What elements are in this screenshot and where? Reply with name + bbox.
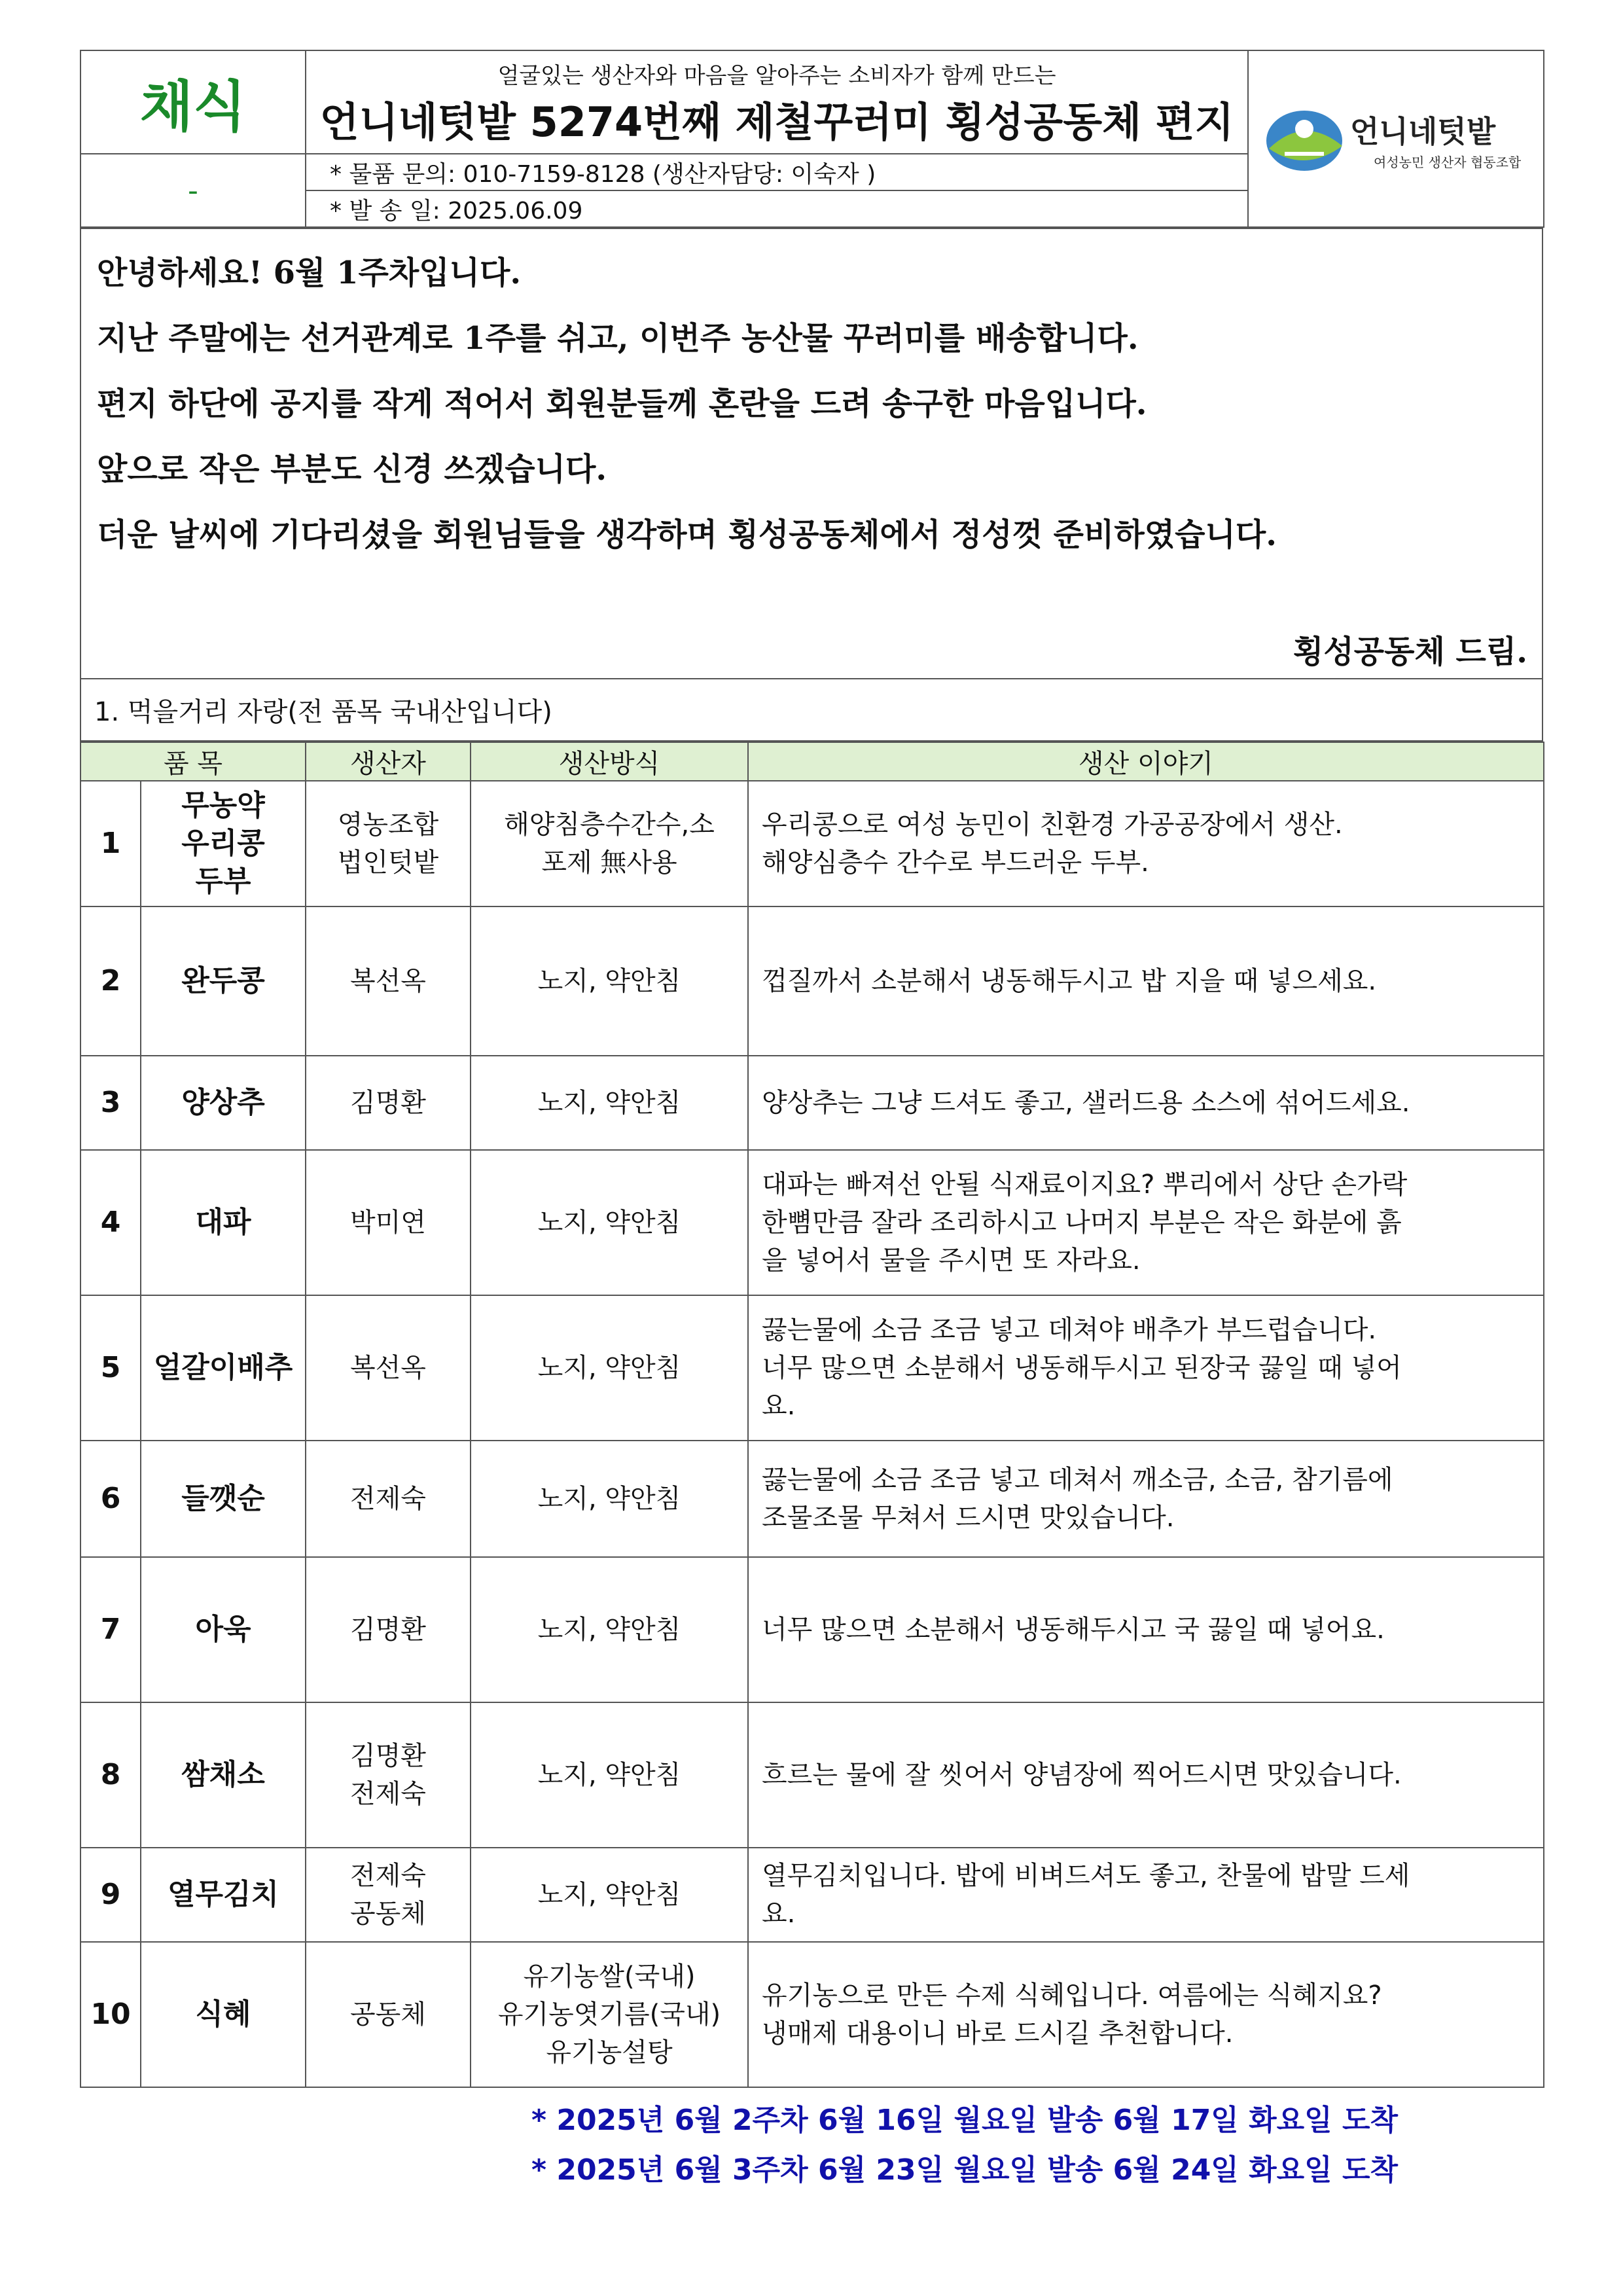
producer-line: 김명환 bbox=[350, 1741, 426, 1771]
producer bbox=[306, 1702, 471, 1848]
producer-line: 공동체 bbox=[350, 2000, 426, 2030]
story-line: 유기농으로 만든 수제 식혜입니다. 여름에는 식혜지요? bbox=[762, 1981, 1382, 2011]
item-name-line: 아욱 bbox=[195, 1613, 251, 1646]
producer-line: 김명환 bbox=[350, 1615, 426, 1645]
producer bbox=[306, 1848, 471, 1942]
table-row bbox=[80, 1848, 1544, 1942]
method bbox=[471, 1295, 748, 1441]
story-line: 껍질까서 소분해서 냉동해두시고 밥 지을 때 넣으세요. bbox=[762, 966, 1377, 996]
story-line: 요. bbox=[762, 1899, 796, 1929]
story-line: 너무 많으면 소분해서 냉동해두시고 국 끓일 때 넣어요. bbox=[762, 1615, 1385, 1645]
story-line: 냉매제 대용이니 바로 드시길 추천합니다. bbox=[762, 2018, 1234, 2049]
col-header-item: 품 목 bbox=[80, 742, 306, 781]
item-name-line: 양상추 bbox=[181, 1086, 265, 1119]
method bbox=[471, 906, 748, 1056]
story bbox=[748, 1848, 1544, 1942]
send-date: * 발 송 일: 2025.06.09 bbox=[306, 190, 1248, 227]
method bbox=[471, 1702, 748, 1848]
col-header-method: 생산방식 bbox=[471, 742, 748, 781]
item-name bbox=[141, 781, 306, 906]
greeting-line: 앞으로 작은 부분도 신경 쓰겠습니다. bbox=[97, 451, 607, 488]
letter-page bbox=[80, 50, 1543, 2195]
method bbox=[471, 1848, 748, 1942]
logo-text: 언니네텃밭 bbox=[1350, 114, 1496, 149]
story bbox=[748, 1150, 1544, 1295]
table-row bbox=[80, 781, 1544, 906]
method-line: 포제 無사용 bbox=[541, 848, 677, 878]
producer-line: 복선옥 bbox=[350, 966, 426, 996]
story bbox=[748, 1295, 1544, 1441]
producer-line: 전제숙 bbox=[350, 1861, 426, 1891]
item-name-line: 쌈채소 bbox=[181, 1758, 265, 1791]
story-line: 한뼘만큼 잘라 조리하시고 나머지 부분은 작은 화분에 흙 bbox=[762, 1208, 1402, 1238]
story-line: 너무 많으면 소분해서 냉동해두시고 된장국 끓일 때 넣어 bbox=[762, 1353, 1402, 1383]
row-number: 2 bbox=[80, 906, 141, 1056]
producer-line: 영농조합 bbox=[337, 810, 439, 840]
producer bbox=[306, 1150, 471, 1295]
method-line: 노지, 약안침 bbox=[537, 1880, 681, 1910]
producer-line: 김명환 bbox=[350, 1088, 426, 1118]
producer-line: 전제숙 bbox=[350, 1779, 426, 1809]
table-row bbox=[80, 906, 1544, 1056]
col-header-story: 생산 이야기 bbox=[748, 742, 1544, 781]
row-number: 10 bbox=[80, 1942, 141, 2087]
table-row bbox=[80, 1557, 1544, 1702]
item-name-line: 들깻순 bbox=[181, 1482, 265, 1515]
story-line: 양상추는 그냥 드셔도 좋고, 샐러드용 소스에 섞어드세요. bbox=[762, 1088, 1410, 1118]
story bbox=[748, 1942, 1544, 2087]
story bbox=[748, 1056, 1544, 1150]
section-title: 1. 먹을거리 자랑(전 품목 국내산입니다) bbox=[80, 679, 1543, 741]
item-name-line: 무농약 bbox=[181, 789, 265, 822]
table-row bbox=[80, 1441, 1544, 1557]
items-table bbox=[80, 742, 1544, 2088]
method-line: 노지, 약안침 bbox=[537, 1760, 681, 1790]
logo-mark-icon bbox=[1258, 88, 1533, 187]
greeting-box bbox=[80, 228, 1543, 742]
producer bbox=[306, 1557, 471, 1702]
category-label: 채식 bbox=[80, 50, 306, 154]
method-line: 노지, 약안침 bbox=[537, 1208, 681, 1238]
row-number: 3 bbox=[80, 1056, 141, 1150]
story bbox=[748, 1557, 1544, 1702]
item-name-line: 완두콩 bbox=[181, 964, 265, 997]
letter-header bbox=[80, 50, 1544, 228]
item-name bbox=[141, 906, 306, 1056]
story-line: 끓는물에 소금 조금 넣고 데쳐야 배추가 부드럽습니다. bbox=[762, 1315, 1377, 1345]
greeting-line: 더운 날씨에 기다리셨을 회원님들을 생각하며 횡성공동체에서 정성껏 준비하였습니다. bbox=[97, 516, 1277, 553]
story bbox=[748, 906, 1544, 1056]
items-header-row bbox=[80, 742, 1544, 781]
item-name-line: 두부 bbox=[195, 865, 251, 898]
table-row bbox=[80, 1702, 1544, 1848]
item-name bbox=[141, 1942, 306, 2087]
title-cell bbox=[306, 50, 1248, 154]
story-line: 조물조물 무쳐서 드시면 맛있습니다. bbox=[762, 1503, 1175, 1533]
method-line: 노지, 약안침 bbox=[537, 1615, 681, 1645]
producer bbox=[306, 781, 471, 906]
item-name bbox=[141, 1848, 306, 1942]
producer bbox=[306, 1295, 471, 1441]
story-line: 열무김치입니다. 밥에 비벼드셔도 좋고, 찬물에 밥말 드세 bbox=[762, 1861, 1410, 1891]
item-name-line: 대파 bbox=[195, 1206, 251, 1239]
story-line: 우리콩으로 여성 농민이 친환경 가공공장에서 생산. bbox=[762, 810, 1343, 840]
row-number: 7 bbox=[80, 1557, 141, 1702]
story-line: 해양심층수 간수로 부드러운 두부. bbox=[762, 848, 1149, 878]
method-line: 노지, 약안침 bbox=[537, 1484, 681, 1514]
story bbox=[748, 781, 1544, 906]
item-name-line: 얼갈이배추 bbox=[153, 1351, 293, 1384]
story-line: 을 넣어서 물을 주시면 또 자라요. bbox=[762, 1246, 1141, 1276]
row-number: 9 bbox=[80, 1848, 141, 1942]
inquiry-info: * 물품 문의: 010-7159-8128 (생산자담당: 이숙자 ) bbox=[306, 154, 1248, 190]
method bbox=[471, 1557, 748, 1702]
producer-line: 공동체 bbox=[350, 1899, 426, 1929]
category-sub: - bbox=[80, 154, 306, 227]
letter-subtitle: 얼굴있는 생산자와 마음을 알아주는 소비자가 함께 만드는 bbox=[497, 63, 1056, 89]
signature: 횡성공동체 드림. bbox=[1293, 634, 1527, 670]
story bbox=[748, 1441, 1544, 1557]
method bbox=[471, 1441, 748, 1557]
method bbox=[471, 1150, 748, 1295]
logo-subtext: 여성농민 생산자 협동조합 bbox=[1374, 154, 1522, 170]
item-name bbox=[141, 1295, 306, 1441]
method-line: 노지, 약안침 bbox=[537, 966, 681, 996]
greeting-line: 편지 하단에 공지를 작게 적어서 회원분들께 혼란을 드려 송구한 마음입니다. bbox=[97, 386, 1147, 422]
item-name-line: 우리콩 bbox=[181, 827, 265, 860]
item-name bbox=[141, 1056, 306, 1150]
notice-line: * 2025년 6월 2주차 6월 16일 월요일 발송 6월 17일 화요일 도착 bbox=[531, 2104, 1398, 2137]
item-name bbox=[141, 1557, 306, 1702]
story-line: 흐르는 물에 잘 씻어서 양념장에 찍어드시면 맛있습니다. bbox=[762, 1760, 1402, 1790]
story-line: 요. bbox=[762, 1391, 796, 1421]
item-name bbox=[141, 1702, 306, 1848]
producer-line: 전제숙 bbox=[350, 1484, 426, 1514]
producer bbox=[306, 1942, 471, 2087]
row-number: 6 bbox=[80, 1441, 141, 1557]
row-number: 8 bbox=[80, 1702, 141, 1848]
items-body bbox=[80, 781, 1544, 2087]
method bbox=[471, 1942, 748, 2087]
greeting-line: 안녕하세요! 6월 1주차입니다. bbox=[97, 255, 522, 291]
item-name-line: 열무김치 bbox=[167, 1878, 279, 1911]
producer bbox=[306, 1056, 471, 1150]
table-row bbox=[80, 1295, 1544, 1441]
method-line: 유기농쌀(국내) bbox=[523, 1962, 696, 1992]
story-line: 끓는물에 소금 조금 넣고 데쳐서 깨소금, 소금, 참기름에 bbox=[762, 1465, 1393, 1495]
table-row bbox=[80, 1150, 1544, 1295]
item-name bbox=[141, 1150, 306, 1295]
method-line: 유기농엿기름(국내) bbox=[497, 2000, 721, 2030]
row-number: 4 bbox=[80, 1150, 141, 1295]
method-line: 해양침층수간수,소 bbox=[504, 810, 715, 840]
row-number: 1 bbox=[80, 781, 141, 906]
notice-line: * 2025년 6월 3주차 6월 23일 월요일 발송 6월 24일 화요일 도착 bbox=[531, 2153, 1398, 2187]
producer-line: 복선옥 bbox=[350, 1353, 426, 1383]
logo bbox=[1248, 50, 1544, 227]
story-line: 대파는 빠져선 안될 식재료이지요? 뿌리에서 상단 손가락 bbox=[762, 1170, 1408, 1200]
greeting-line: 지난 주말에는 선거관계로 1주를 쉬고, 이번주 농산물 꾸러미를 배송합니다. bbox=[97, 320, 1139, 357]
story bbox=[748, 1702, 1544, 1848]
item-name-line: 식혜 bbox=[195, 1998, 251, 2031]
row-number: 5 bbox=[80, 1295, 141, 1441]
producer bbox=[306, 1441, 471, 1557]
method-line: 노지, 약안침 bbox=[537, 1088, 681, 1118]
table-row bbox=[80, 1056, 1544, 1150]
producer bbox=[306, 906, 471, 1056]
col-header-producer: 생산자 bbox=[306, 742, 471, 781]
producer-line: 박미연 bbox=[350, 1208, 426, 1238]
method bbox=[471, 1056, 748, 1150]
producer-line: 법인텃밭 bbox=[337, 848, 439, 878]
item-name bbox=[141, 1441, 306, 1557]
table-row bbox=[80, 1942, 1544, 2087]
method bbox=[471, 781, 748, 906]
method-line: 유기농설탕 bbox=[546, 2037, 673, 2068]
letter-title: 언니네텃밭 5274번째 제철꾸러미 횡성공동체 편지 bbox=[319, 98, 1234, 146]
method-line: 노지, 약안침 bbox=[537, 1353, 681, 1383]
